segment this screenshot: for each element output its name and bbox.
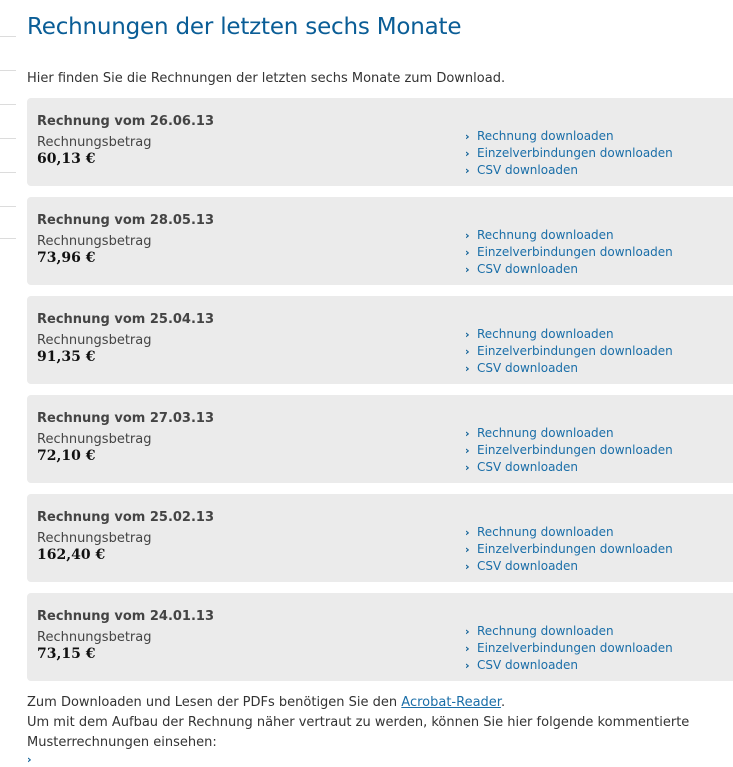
invoice-download-link[interactable] xyxy=(465,522,673,539)
invoice-amount-label: Rechnungsbetrag xyxy=(37,234,152,249)
csv-download-link[interactable] xyxy=(465,358,673,375)
invoice-title: Rechnung vom 27.03.13 xyxy=(37,411,215,426)
call-details-download-link[interactable] xyxy=(465,143,673,160)
pdf-hint-end: . xyxy=(500,695,506,710)
call-details-download-link[interactable] xyxy=(465,242,673,259)
invoice-title: Rechnung vom 25.04.13 xyxy=(37,312,215,327)
sidebar-divider xyxy=(0,70,16,71)
download-link-label: CSV downloaden xyxy=(477,460,579,474)
download-link-label: Einzelverbindungen downloaden xyxy=(477,344,673,358)
download-link-label: CSV downloaden xyxy=(477,361,579,375)
invoice-card xyxy=(27,395,733,483)
download-links xyxy=(465,126,673,177)
invoice-title: Rechnung vom 26.06.13 xyxy=(37,114,215,129)
download-link-label: Einzelverbindungen downloaden xyxy=(477,146,673,160)
invoice-download-link[interactable] xyxy=(465,621,673,638)
sidebar-divider xyxy=(0,172,16,173)
download-link-label: CSV downloaden xyxy=(477,163,579,177)
chevron-right-icon: › xyxy=(465,461,470,474)
sidebar-divider xyxy=(0,138,16,139)
chevron-right-icon: › xyxy=(465,328,470,341)
csv-download-link[interactable] xyxy=(465,160,673,177)
invoice-amount-label: Rechnungsbetrag xyxy=(37,432,152,447)
download-link-label: Rechnung downloaden xyxy=(477,228,614,242)
sidebar-divider xyxy=(0,104,16,105)
chevron-right-icon: › xyxy=(465,444,470,457)
sidebar-divider xyxy=(0,206,16,207)
download-link-label: Rechnung downloaden xyxy=(477,525,614,539)
sidebar-divider xyxy=(0,238,16,239)
call-details-download-link[interactable] xyxy=(465,440,673,457)
chevron-right-icon: › xyxy=(465,147,470,160)
page-title: Rechnungen der letzten sechs Monate xyxy=(27,14,462,40)
download-link-label: CSV downloaden xyxy=(477,262,579,276)
chevron-right-icon: › xyxy=(465,526,470,539)
download-link-label: Einzelverbindungen downloaden xyxy=(477,245,673,259)
left-sidebar-edge xyxy=(0,0,16,240)
chevron-right-icon: › xyxy=(465,427,470,440)
csv-download-link[interactable] xyxy=(465,556,673,573)
invoice-amount-label: Rechnungsbetrag xyxy=(37,531,152,546)
intro-text: Hier finden Sie die Rechnungen der letzten sechs Monate zum Download. xyxy=(27,71,506,86)
invoice-download-link[interactable] xyxy=(465,324,673,341)
invoice-card xyxy=(27,593,733,681)
call-details-download-link[interactable] xyxy=(465,341,673,358)
invoice-amount-label: Rechnungsbetrag xyxy=(37,630,152,645)
download-links xyxy=(465,423,673,474)
csv-download-link[interactable] xyxy=(465,457,673,474)
download-link-label: Rechnung downloaden xyxy=(477,129,614,143)
sample-invoices-text: Um mit dem Aufbau der Rechnung näher vertraut zu werden, können Sie hier folgende kommentierte Musterrechnungen einsehen: xyxy=(27,715,690,750)
chevron-right-icon: › xyxy=(465,543,470,556)
footer-info xyxy=(27,693,727,753)
chevron-right-icon: › xyxy=(27,753,32,766)
invoice-title: Rechnung vom 24.01.13 xyxy=(37,609,215,624)
invoice-card xyxy=(27,296,733,384)
download-link-label: Rechnung downloaden xyxy=(477,624,614,638)
download-links xyxy=(465,324,673,375)
invoice-card xyxy=(27,197,733,285)
chevron-right-icon: › xyxy=(465,625,470,638)
invoice-card xyxy=(27,98,733,186)
sample-invoice-link-clipped[interactable] xyxy=(27,752,39,767)
invoice-list xyxy=(27,98,733,692)
invoice-amount: 162,40 € xyxy=(37,547,106,563)
chevron-right-icon: › xyxy=(465,130,470,143)
invoice-amount: 72,10 € xyxy=(37,448,96,464)
csv-download-link[interactable] xyxy=(465,259,673,276)
call-details-download-link[interactable] xyxy=(465,638,673,655)
chevron-right-icon: › xyxy=(465,642,470,655)
download-link-label: Rechnung downloaden xyxy=(477,426,614,440)
invoice-download-link[interactable] xyxy=(465,423,673,440)
invoice-card xyxy=(27,494,733,582)
chevron-right-icon: › xyxy=(465,560,470,573)
csv-download-link[interactable] xyxy=(465,655,673,672)
sidebar-divider xyxy=(0,36,16,37)
invoice-amount-label: Rechnungsbetrag xyxy=(37,333,152,348)
pdf-hint-text: Zum Downloaden und Lesen der PDFs benötigen Sie den xyxy=(27,695,402,710)
download-link-label: Einzelverbindungen downloaden xyxy=(477,443,673,457)
pdf-hint xyxy=(27,693,727,713)
chevron-right-icon: › xyxy=(465,229,470,242)
download-links xyxy=(465,225,673,276)
invoice-title: Rechnung vom 25.02.13 xyxy=(37,510,215,525)
acrobat-reader-link[interactable]: Acrobat-Reader xyxy=(401,695,501,710)
download-link-label: Rechnung downloaden xyxy=(477,327,614,341)
chevron-right-icon: › xyxy=(465,246,470,259)
download-link-label: Einzelverbindungen downloaden xyxy=(477,641,673,655)
download-link-label: CSV downloaden xyxy=(477,559,579,573)
chevron-right-icon: › xyxy=(465,659,470,672)
invoice-amount: 73,96 € xyxy=(37,250,96,266)
call-details-download-link[interactable] xyxy=(465,539,673,556)
chevron-right-icon: › xyxy=(465,345,470,358)
download-link-label: Einzelverbindungen downloaden xyxy=(477,542,673,556)
chevron-right-icon: › xyxy=(465,164,470,177)
chevron-right-icon: › xyxy=(465,362,470,375)
invoice-download-link[interactable] xyxy=(465,225,673,242)
invoice-title: Rechnung vom 28.05.13 xyxy=(37,213,215,228)
chevron-right-icon: › xyxy=(465,263,470,276)
invoice-amount: 60,13 € xyxy=(37,151,96,167)
invoice-amount-label: Rechnungsbetrag xyxy=(37,135,152,150)
invoice-download-link[interactable] xyxy=(465,126,673,143)
download-links xyxy=(465,621,673,672)
invoice-amount: 73,15 € xyxy=(37,646,96,662)
download-link-label: CSV downloaden xyxy=(477,658,579,672)
invoice-amount: 91,35 € xyxy=(37,349,96,365)
download-links xyxy=(465,522,673,573)
